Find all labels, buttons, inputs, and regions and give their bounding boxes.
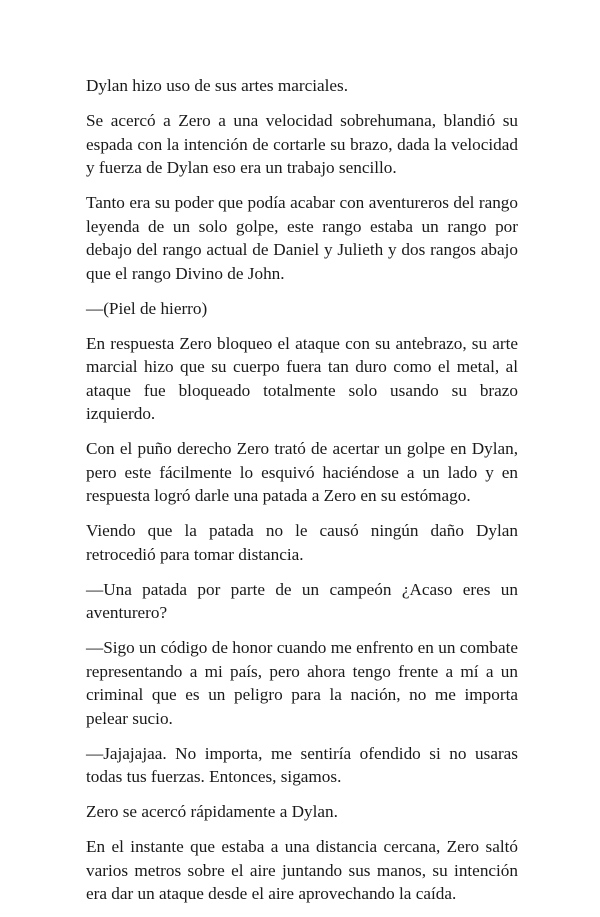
dialogue-line: —Una patada por parte de un campeón ¿Acaso eres un aventurero? — [86, 579, 518, 622]
paragraph: Zero se acercó rápidamente a Dylan. — [86, 802, 338, 821]
book-page — [86, 74, 518, 917]
paragraph: En el instante que estaba a una distancia cercana, Zero saltó varios metros sobre el aire juntando sus manos, su intención era dar un ataque desde el aire aprovechando la caída. — [86, 837, 518, 903]
paragraph: En respuesta Zero bloqueo el ataque con su antebrazo, su arte marcial hizo que su cuerpo fuera tan duro como el metal, al ataque fue bloqueado totalmente solo usando su brazo izquierdo. — [86, 333, 518, 423]
paragraph: Viendo que la patada no le causó ningún daño Dylan retrocedió para tomar distancia. — [86, 521, 518, 564]
paragraph: Dylan hizo uso de sus artes marciales. — [86, 76, 349, 95]
paragraph: Se acercó a Zero a una velocidad sobrehumana, blandió su espada con la intención de cortarle su brazo, dada la velocidad y fuerza de Dylan eso era un trabajo sencillo. — [86, 111, 518, 177]
paragraph: Con el puño derecho Zero trató de acertar un golpe en Dylan, pero este fácilmente lo esquivó haciéndose a un lado y en respuesta logró darle una patada a Zero en su estómago. — [86, 439, 518, 505]
dialogue-line: —Sigo un código de honor cuando me enfrento en un combate representando a mi país, pero ahora tengo frente a mí a un criminal que es un peligro para la nación, no me importa pelear sucio. — [86, 638, 518, 728]
dialogue-line: —(Piel de hierro) — [86, 298, 208, 318]
paragraph: Tanto era su poder que podía acabar con aventureros del rango leyenda de un solo golpe, este rango estaba un rango por debajo del rango actual de Daniel y Julieth y dos rangos abajo que el rango Divino de John. — [86, 193, 518, 283]
dialogue-line: —Jajajajaa. No importa, me sentiría ofendido si no usaras todas tus fuerzas. Entonces, sigamos. — [86, 743, 518, 786]
